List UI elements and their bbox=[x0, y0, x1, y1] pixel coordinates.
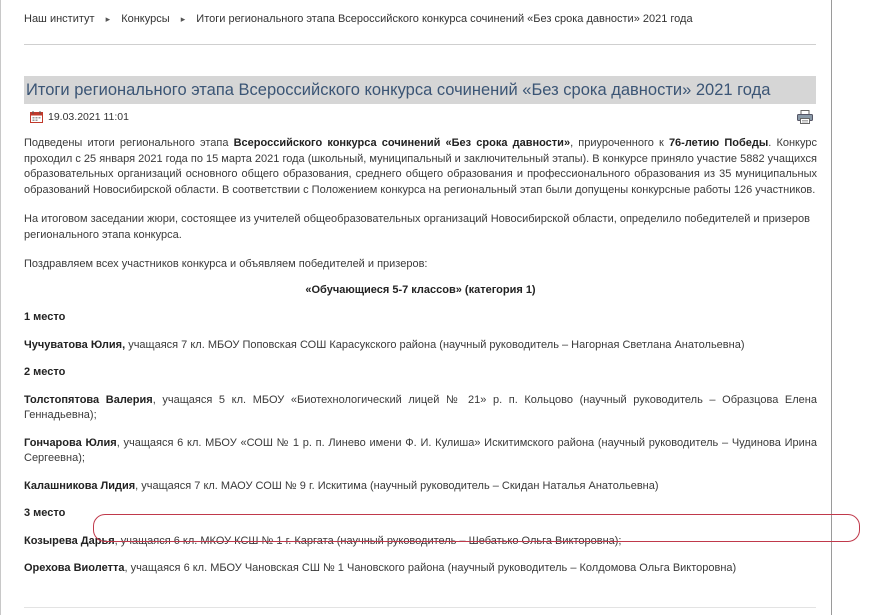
place-3-heading: 3 место bbox=[24, 507, 66, 519]
chevron-right-icon: ▸ bbox=[180, 14, 186, 24]
jury-paragraph: На итоговом заседании жюри, состоящее из учителей общеобразовательных организаций Новосибирской области, определило победителей и призеров регионального этапа конкурса. bbox=[24, 213, 810, 241]
winner-item: Калашникова Лидия, учащаяся 7 кл. МАОУ СОШ № 9 г. Искитима (научный руководитель – Скидан Наталья Анатольевна) bbox=[24, 479, 659, 492]
place-1-heading: 1 место bbox=[24, 311, 66, 323]
chevron-right-icon: ▸ bbox=[105, 14, 111, 24]
winner-item: Орехова Виолетта, учащаяся 6 кл. МБОУ Чановская СШ № 1 Чановского района (научный руководитель – Колдомова Ольга Викторовна) bbox=[24, 562, 737, 574]
article-body bbox=[24, 136, 817, 577]
congrats-paragraph: Поздравляем всех участников конкурса и объявляем победителей и призеров: bbox=[24, 258, 428, 270]
page-title: Итоги регионального этапа Всероссийского конкурса сочинений «Без срока давности» 2021 года bbox=[26, 81, 771, 99]
breadcrumb bbox=[24, 13, 693, 25]
page-title-bar bbox=[24, 76, 816, 104]
breadcrumb-item-contests[interactable]: Конкурсы bbox=[121, 13, 170, 25]
left-border bbox=[0, 0, 1, 615]
intro-paragraph: Подведены итоги регионального этапа Всероссийского конкурса сочинений «Без срока давности», приуроченного к 76-летию Победы. Конкурс проходил с 25 января 2021 года по 15 марта 2021 года (школьный, муниципальный и заключительный этапы). В конкурсе приняло участие 5882 учащихся образовательных организаций основного общего образования, среднего общего образования и профессионального образования из 35 муниципальных образований Новосибирской области. В соответствии с Положением конкурса на региональный этап были допущены конкурсные работы 126 участников. bbox=[24, 137, 817, 196]
contest-name: Всероссийского конкурса сочинений «Без срока давности» bbox=[233, 137, 571, 149]
place-2-heading: 2 место bbox=[24, 366, 66, 378]
breadcrumb-item-institute[interactable]: Наш институт bbox=[24, 13, 95, 25]
calendar-icon bbox=[30, 111, 43, 123]
winner-item: Гончарова Юлия, учащаяся 6 кл. МБОУ «СОШ № 1 р. п. Линево имени Ф. И. Кулиша» Искитимского района (научный руководитель – Чудинова Ирина Сергеевна); bbox=[24, 436, 817, 464]
divider bbox=[24, 44, 816, 45]
date-text: 19.03.2021 11:01 bbox=[48, 111, 129, 123]
printer-icon[interactable] bbox=[797, 110, 813, 124]
highlight-annotation bbox=[93, 514, 860, 542]
breadcrumb-item-current: Итоги регионального этапа Всероссийского конкурса сочинений «Без срока давности» 2021 года bbox=[196, 13, 693, 25]
winner-item: Чучуватова Юлия, учащаяся 7 кл. МБОУ Поповская СОШ Карасукского района (научный руководитель – Нагорная Светлана Анатольевна) bbox=[24, 338, 745, 351]
category-title: «Обучающиеся 5-7 классов» (категория 1) bbox=[305, 283, 536, 296]
divider bbox=[24, 607, 816, 608]
victory-anniversary: 76-летию Победы bbox=[668, 137, 769, 149]
winner-item: Толстопятова Валерия, учащаяся 5 кл. МБОУ «Биотехнологический лицей № 21» р. п. Кольцово (научный руководитель – Образцова Елена Геннадьевна); bbox=[24, 393, 817, 421]
winner-item: Козырева Дарья, учащаяся 6 кл. МКОУ КСШ № 1 г. Каргата (научный руководитель – Шебатько Ольга Викторовна); bbox=[24, 534, 622, 547]
article-date bbox=[30, 111, 129, 123]
